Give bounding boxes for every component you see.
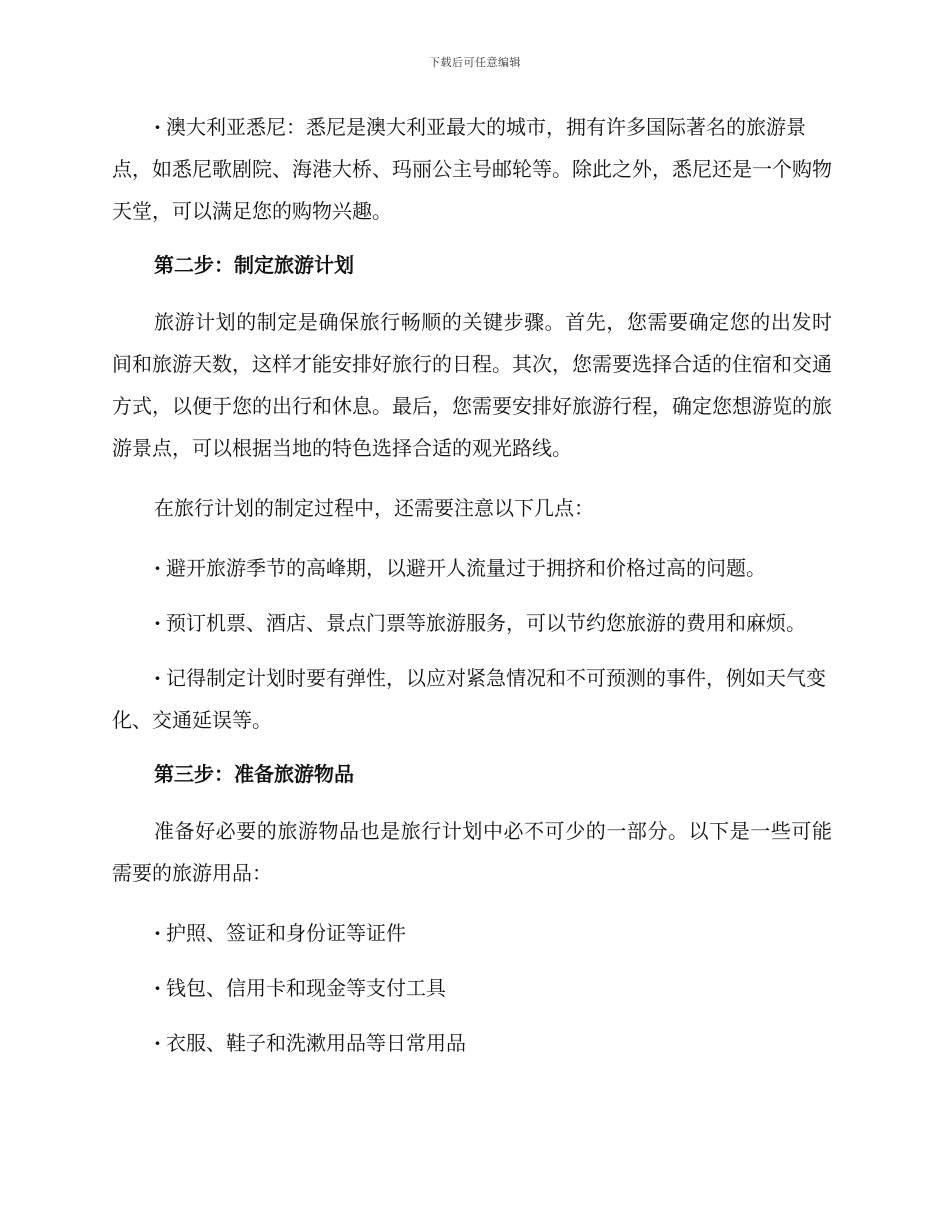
bullet-dot: · xyxy=(154,115,161,139)
bullet-text: 记得制定计划时要有弹性，以应对紧急情况和不可预测的事件，例如天气变化、交通延误等。 xyxy=(112,666,826,732)
paragraph-plan: 旅游计划的制定是确保旅行畅顺的关键步骤。首先，您需要确定您的出发时间和旅游天数，这样才能安排好旅行的日程。其次，您需要选择合适的住宿和交通方式，以便于您的出行和休息。最后，您需要安排好旅游行程，确定您想游览的旅游景点，可以根据当地的特色选择合适的观光路线。 xyxy=(112,310,832,460)
paragraph-notes-intro: 在旅行计划的制定过程中，还需要注意以下几点： xyxy=(154,496,594,520)
bullet-item-peak-season xyxy=(112,547,832,589)
bullet-dot: · xyxy=(154,556,161,580)
bullet-text: 避开旅游季节的高峰期，以避开人流量过于拥挤和价格过高的问题。 xyxy=(166,556,766,580)
bullet-dot: · xyxy=(154,611,161,635)
bullet-dot: · xyxy=(154,666,161,690)
bullet-dot: · xyxy=(154,976,161,1000)
bullet-dot: · xyxy=(154,921,161,945)
page-header: 下载后可任意编辑 xyxy=(429,56,521,69)
document-body xyxy=(112,106,832,1077)
bullet-text: 澳大利亚悉尼：悉尼是澳大利亚最大的城市，拥有许多国际著名的旅游景点，如悉尼歌剧院、海港大桥、玛丽公主号邮轮等。除此之外，悉尼还是一个购物天堂，可以满足您的购物兴趣。 xyxy=(112,115,832,223)
bullet-text: 钱包、信用卡和现金等支付工具 xyxy=(166,976,446,1000)
bullet-item-payment xyxy=(112,967,832,1009)
bullet-item-flexibility xyxy=(112,657,832,741)
bullet-dot: · xyxy=(154,1031,161,1055)
section-heading-step2: 第二步：制定旅游计划 xyxy=(154,253,354,277)
section-heading-step3: 第三步：准备旅游物品 xyxy=(154,762,354,786)
bullet-item-documents xyxy=(112,912,832,954)
bullet-item-booking xyxy=(112,602,832,644)
bullet-item-sydney xyxy=(112,106,832,232)
bullet-text: 护照、签证和身份证等证件 xyxy=(166,921,406,945)
bullet-text: 预订机票、酒店、景点门票等旅游服务，可以节约您旅游的费用和麻烦。 xyxy=(166,611,806,635)
bullet-text: 衣服、鞋子和洗漱用品等日常用品 xyxy=(166,1031,466,1055)
bullet-item-daily-items xyxy=(112,1022,832,1064)
paragraph-supplies-intro: 准备好必要的旅游物品也是旅行计划中必不可少的一部分。以下是一些可能需要的旅游用品： xyxy=(112,819,832,885)
